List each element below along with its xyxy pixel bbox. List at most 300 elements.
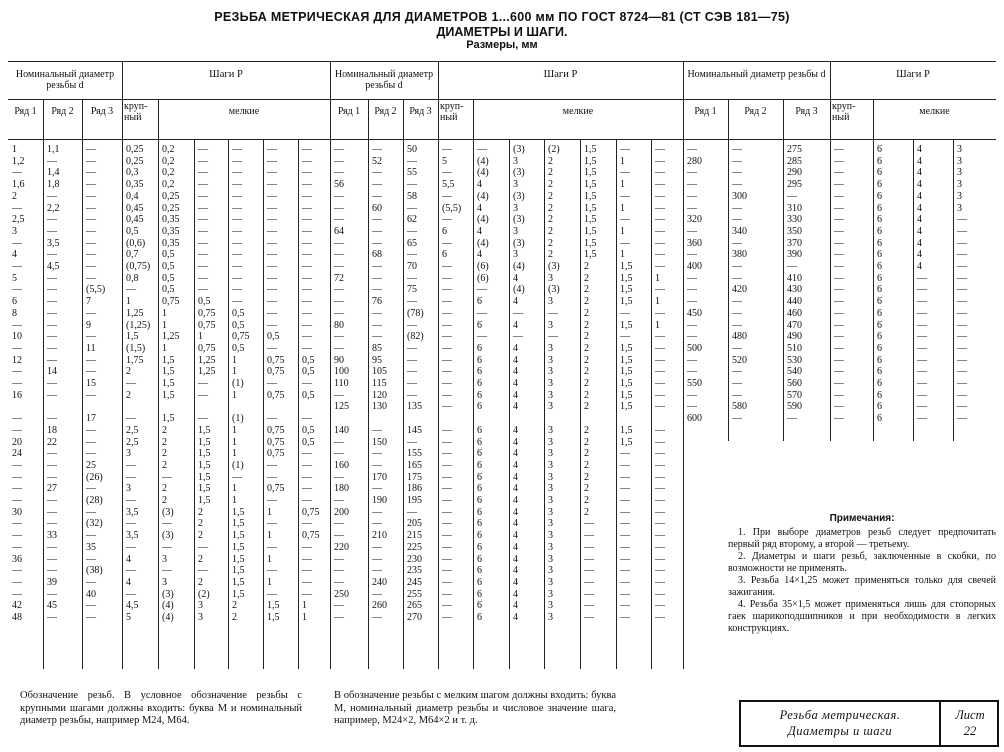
block2-cell: 4 — [513, 459, 518, 471]
block2-cell: 2 — [548, 225, 553, 237]
block2-cell: 2 — [584, 506, 589, 518]
block1-cell: — — [302, 307, 312, 319]
block1-cell: — — [302, 237, 312, 249]
block2-cell: — — [655, 483, 665, 495]
block3-cell: — — [834, 319, 844, 331]
block2-cell: 4 — [513, 483, 518, 495]
block2-cell: 6 — [477, 424, 482, 436]
block2-col-divider — [403, 99, 404, 669]
block3-cell: — — [957, 413, 967, 425]
block1-cell: (0,6) — [126, 237, 146, 249]
block2-cell: 1 — [655, 272, 660, 284]
block1-cell: — — [47, 389, 57, 401]
block2-cell: 2 — [548, 190, 553, 202]
block1-cell: 4 — [12, 249, 17, 261]
block3-cell: 3 — [957, 155, 962, 167]
block1-cell: — — [302, 483, 312, 495]
block2-cell: — — [442, 354, 452, 366]
block3-cell: 320 — [687, 214, 702, 226]
block3-cell: — — [732, 261, 742, 272]
block1-cell: 48 — [12, 612, 22, 623]
block2-cell: — — [372, 237, 382, 249]
block2-cell: 62 — [407, 214, 417, 226]
block2-cell: — — [334, 342, 344, 354]
block1-cell: — — [302, 202, 312, 214]
block3-cell: 3 — [957, 144, 962, 155]
block1-cell: — — [47, 459, 57, 471]
block1-cell: 0,5 — [162, 272, 175, 284]
block1-cell: — — [47, 541, 57, 553]
block1-cell: — — [302, 518, 312, 530]
block3-cell: — — [732, 272, 742, 284]
block1-cell: — — [267, 471, 277, 483]
block1-cell: — — [47, 588, 57, 600]
block1-cell: — — [12, 565, 22, 577]
block1-cell: — — [86, 553, 96, 565]
block1-cell: — — [302, 331, 312, 343]
block2-cell: 1 — [655, 319, 660, 331]
block1-cell: 1,5 — [198, 471, 211, 483]
block2-header-row2: Ряд 2 — [374, 106, 397, 117]
block2-cell: — — [372, 565, 382, 577]
block2-cell: — — [442, 272, 452, 284]
block1-cell: — — [47, 378, 57, 389]
block2-cell: — — [655, 553, 665, 565]
block2-cell: 4 — [513, 366, 518, 378]
block1-cell: 24 — [12, 448, 22, 460]
block1-cell: — — [267, 284, 277, 296]
block2-cell: — — [334, 155, 344, 167]
block2-cell: 4 — [513, 436, 518, 448]
block1-cell: — — [47, 506, 57, 518]
block2-cell: — — [372, 284, 382, 296]
block2-fine-col-divider — [580, 139, 581, 669]
block1-cell: 8 — [12, 307, 17, 319]
block2-cell: 68 — [372, 249, 382, 261]
block3-cell: — — [957, 284, 967, 296]
block1-header-row3: Ряд 3 — [90, 106, 114, 117]
block3-cell: — — [917, 413, 927, 425]
block1-cell: (1,25) — [126, 319, 151, 331]
block2-cell: — — [655, 471, 665, 483]
block1-cell: 39 — [47, 576, 57, 588]
block2-cell: — — [620, 471, 630, 483]
block2-cell: — — [442, 565, 452, 577]
block3-cell: 290 — [787, 167, 802, 179]
block2-cell: 1,5 — [620, 366, 633, 378]
block1-cell: 1 — [267, 506, 272, 518]
block3-cell: — — [957, 401, 967, 413]
block2-cell: 3 — [513, 155, 518, 167]
block1-cell: (1,5) — [126, 342, 146, 354]
block1-cell: — — [302, 272, 312, 284]
block2-cell: — — [334, 237, 344, 249]
block3-cell: 560 — [787, 378, 802, 389]
block2-cell: — — [620, 190, 630, 202]
block3-cell: 6 — [877, 307, 882, 319]
block1-cell: 1,8 — [47, 179, 60, 191]
block3-cell: 480 — [732, 331, 747, 343]
notes-title: Примечания: — [829, 513, 895, 524]
block1-cell: 1,25 — [126, 307, 144, 319]
block2-cell: — — [442, 506, 452, 518]
block2-cell: 2 — [584, 436, 589, 448]
block1-cell: — — [198, 144, 208, 155]
block2-cell: 1,5 — [620, 436, 633, 448]
block2-cell: 6 — [477, 378, 482, 389]
block1-cell: — — [86, 249, 96, 261]
block3-cell: 6 — [877, 389, 882, 401]
block2-cell: — — [334, 214, 344, 226]
block2-cell: — — [655, 565, 665, 577]
block1-header-fine: мелкие — [228, 106, 260, 117]
block2-cell: — — [513, 331, 523, 343]
block2-cell: 58 — [407, 190, 417, 202]
block1-cell: — — [267, 272, 277, 284]
block2-cell: 6 — [442, 225, 447, 237]
block1-cell: — — [302, 225, 312, 237]
note-2: 2. Диаметры и шаги резьб, заключенные в скобки, по возможности не применять. — [728, 551, 996, 574]
block2-cell: — — [334, 249, 344, 261]
block2-fine-col-divider — [509, 139, 510, 669]
block2-cell: (2) — [548, 144, 560, 155]
block2-cell: 2 — [584, 424, 589, 436]
block1-cell: 1 — [232, 366, 237, 378]
block1-cell: 0,25 — [126, 144, 144, 155]
block1-cell: — — [198, 167, 208, 179]
block3-header-pitch: Шаги P — [896, 69, 930, 80]
block2-cell: (6) — [477, 261, 489, 272]
block1-cell: 0,75 — [267, 354, 285, 366]
block1-cell: — — [267, 518, 277, 530]
block1-cell: — — [232, 214, 242, 226]
block1-cell: 0,2 — [162, 144, 175, 155]
block1-cell: — — [232, 155, 242, 167]
block1-cell: — — [47, 272, 57, 284]
block3-cell: 6 — [877, 319, 882, 331]
block1-cell: — — [86, 237, 96, 249]
block1-cell: — — [162, 471, 172, 483]
block2-cell: — — [334, 284, 344, 296]
block2-cell: 2 — [584, 483, 589, 495]
block2-cell: 4 — [513, 588, 518, 600]
block2-cell: — — [442, 214, 452, 226]
block1-cell: — — [47, 249, 57, 261]
block2-cell: — — [620, 565, 630, 577]
block2-cell: — — [442, 541, 452, 553]
block3-cell: — — [834, 225, 844, 237]
block2-cell: — — [442, 284, 452, 296]
block2-cell: — — [372, 319, 382, 331]
block2-cell: — — [442, 576, 452, 588]
block2-cell: (4) — [513, 284, 525, 296]
block3-cell: — — [834, 214, 844, 226]
block3-cell: 285 — [787, 155, 802, 167]
block2-cell: — — [442, 612, 452, 623]
block1-cell: 1,5 — [267, 612, 280, 623]
block2-cell: — — [584, 612, 594, 623]
block3-cell: — — [732, 144, 742, 155]
block2-cell: — — [620, 448, 630, 460]
block1-cell: 1 — [232, 354, 237, 366]
block2-cell: 4 — [513, 600, 518, 612]
block2-cell: — — [372, 261, 382, 272]
block3-cell: 390 — [787, 249, 802, 261]
block1-cell: 1,5 — [162, 413, 175, 425]
title-line-2: ДИАМЕТРЫ И ШАГИ. — [436, 25, 568, 39]
block1-cell: — — [198, 237, 208, 249]
block3-cell: — — [957, 366, 967, 378]
block1-cell: — — [302, 319, 312, 331]
block1-cell: 5 — [126, 612, 131, 623]
block1-cell: 0,5 — [198, 296, 211, 308]
block2-cell: — — [655, 518, 665, 530]
block1-cell: 5 — [12, 272, 17, 284]
block2-cell: — — [442, 319, 452, 331]
block1-cell: 3 — [12, 225, 17, 237]
block2-cell: — — [334, 530, 344, 542]
block1-cell: 1 — [267, 576, 272, 588]
block2-header-row3: Ряд 3 — [409, 106, 432, 117]
block2-cell: 135 — [407, 401, 422, 413]
block2-cell: 3 — [513, 225, 518, 237]
block3-cell: — — [732, 307, 742, 319]
block2-cell: (78) — [407, 307, 424, 319]
block1-cell: — — [232, 144, 242, 155]
block2-cell: — — [655, 284, 665, 296]
sheet-number: 22 — [963, 724, 977, 738]
block2-cell: 76 — [372, 296, 382, 308]
block3-cell: — — [957, 342, 967, 354]
block1-cell: (1) — [232, 413, 244, 425]
block1-cell: — — [47, 471, 57, 483]
block2-cell: 4 — [513, 471, 518, 483]
block3-cell: — — [917, 378, 927, 389]
block2-cell: — — [372, 459, 382, 471]
block1-cell: 4,5 — [47, 261, 60, 272]
block3-cell: 570 — [787, 389, 802, 401]
block2-cell: — — [655, 600, 665, 612]
block2-cell: 1,5 — [620, 319, 633, 331]
block2-cell: 2 — [548, 214, 553, 226]
block1-cell: — — [302, 155, 312, 167]
block2-cell: — — [334, 495, 344, 506]
block2-cell: — — [442, 483, 452, 495]
block2-cell: 80 — [334, 319, 344, 331]
block2-cell: — — [334, 307, 344, 319]
block1-cell: 1,5 — [162, 378, 175, 389]
block2-fine-col-divider — [544, 139, 545, 669]
block2-cell: 145 — [407, 424, 422, 436]
block2-cell: 2 — [584, 448, 589, 460]
block2-cell: 3 — [548, 483, 553, 495]
block3-cell: 280 — [687, 155, 702, 167]
block3-cell: — — [687, 202, 697, 214]
block2-cell: 2 — [584, 284, 589, 296]
block3-cell: 410 — [787, 272, 802, 284]
block2-cell: 4 — [513, 296, 518, 308]
block2-cell: 6 — [477, 448, 482, 460]
block3-cell: — — [687, 249, 697, 261]
block2-cell: — — [442, 448, 452, 460]
block2-cell: 1,5 — [584, 144, 597, 155]
block1-cell: — — [302, 342, 312, 354]
block1-header-coarse: круп-ный — [124, 101, 148, 123]
block3-cell: 6 — [877, 366, 882, 378]
block1-cell: — — [267, 237, 277, 249]
block1-cell: — — [86, 389, 96, 401]
block3-cell: — — [732, 296, 742, 308]
block3-cell: — — [787, 413, 797, 425]
block1-cell: — — [267, 190, 277, 202]
block2-cell: — — [655, 354, 665, 366]
block2-cell: — — [477, 144, 487, 155]
block2-col-divider — [368, 99, 369, 669]
block2-cell: — — [655, 261, 665, 272]
block1-cell: — — [302, 413, 312, 425]
block1-cell: — — [86, 179, 96, 191]
block2-cell: — — [407, 342, 417, 354]
block1-cell: 0,35 — [162, 225, 180, 237]
block3-cell: 590 — [787, 401, 802, 413]
note-4: 4. Резьба 35×1,5 может применяться лишь для стопорных гаек шарикоподшипников и при необходимости в легких конструкциях. — [728, 599, 996, 634]
block1-cell: (0,75) — [126, 261, 151, 272]
block2-cell: — — [334, 331, 344, 343]
block3-cell: — — [732, 389, 742, 401]
block1-cell: — — [267, 319, 277, 331]
block2-cell: 85 — [372, 342, 382, 354]
block1-cell: — — [198, 261, 208, 272]
block2-cell: 1,5 — [584, 179, 597, 191]
block1-cell: — — [198, 413, 208, 425]
block1-coarse-fine-divider — [158, 99, 159, 669]
block2-cell: 6 — [477, 471, 482, 483]
block2-cell: 3 — [513, 179, 518, 191]
block2-cell: 1 — [655, 296, 660, 308]
block1-fine-col-divider — [298, 139, 299, 669]
block2-cell: — — [442, 307, 452, 319]
block1-cell: (1) — [232, 378, 244, 389]
block2-cell: — — [334, 190, 344, 202]
block2-cell: — — [655, 144, 665, 155]
block2-cell: — — [655, 167, 665, 179]
block1-cell: 0,5 — [232, 319, 245, 331]
block2-cell: — — [372, 448, 382, 460]
block1-cell: — — [47, 612, 57, 623]
block1-cell: — — [86, 190, 96, 202]
block2-cell: 3 — [513, 202, 518, 214]
block3-cell: 420 — [732, 284, 747, 296]
block1-cell: — — [302, 284, 312, 296]
block1-cell: — — [86, 600, 96, 612]
block2-cell: 4 — [513, 553, 518, 565]
block2-cell: 1,5 — [620, 296, 633, 308]
block2-cell: 3 — [548, 541, 553, 553]
block2-cell: — — [620, 307, 630, 319]
block2-cell: — — [407, 319, 417, 331]
block1-cell: 0,3 — [126, 167, 139, 179]
block1-cell: — — [232, 190, 242, 202]
block1-cell: — — [12, 518, 22, 530]
block3-cell: — — [687, 284, 697, 296]
block2-cell: — — [372, 612, 382, 623]
block2-cell: (5,5) — [442, 202, 462, 214]
block3-cell: — — [957, 225, 967, 237]
block1-cell: — — [267, 261, 277, 272]
block2-cell: — — [442, 366, 452, 378]
block2-cell: — — [655, 588, 665, 600]
block1-cell: — — [302, 190, 312, 202]
block2-cell: — — [334, 436, 344, 448]
page-title — [0, 10, 1004, 52]
block2-cell: — — [372, 272, 382, 284]
block2-cell: 4 — [477, 225, 482, 237]
block2-cell: 6 — [477, 612, 482, 623]
block3-cell: 6 — [877, 155, 882, 167]
block2-cell: — — [372, 553, 382, 565]
block1-cell: 3 — [198, 612, 203, 623]
block2-cell: 130 — [372, 401, 387, 413]
block1-cell: 2 — [126, 389, 131, 401]
block2-cell: — — [372, 214, 382, 226]
block1-header-row2: Ряд 2 — [51, 106, 74, 117]
block2-cell: — — [620, 214, 630, 226]
block2-cell: 6 — [477, 600, 482, 612]
block3-header-coarse: круп-ный — [832, 101, 856, 123]
block2-cell: — — [655, 495, 665, 506]
block1-cell: — — [232, 272, 242, 284]
block2-cell: — — [655, 448, 665, 460]
block2-cell: — — [620, 530, 630, 542]
block2-cell: 2 — [584, 261, 589, 272]
block2-cell: — — [372, 424, 382, 436]
block1-cell: — — [12, 261, 22, 272]
block1-cell: 0,45 — [126, 214, 144, 226]
block1-cell: 3 — [162, 553, 167, 565]
block3-cell: 6 — [877, 249, 882, 261]
block2-cell: — — [334, 296, 344, 308]
block3-cell: 6 — [877, 225, 882, 237]
block2-cell: 1,5 — [584, 249, 597, 261]
block2-cell: 120 — [372, 389, 387, 401]
block2-cell: — — [620, 506, 630, 518]
block1-cell: 2 — [162, 483, 167, 495]
block1-cell: 1,5 — [232, 553, 245, 565]
block1-cell: — — [198, 225, 208, 237]
block1-cell: — — [302, 471, 312, 483]
block1-cell: 1 — [198, 331, 203, 343]
block2-cell: 1 — [620, 225, 625, 237]
block1-cell: (1) — [232, 459, 244, 471]
block3-cell: — — [687, 389, 697, 401]
block2-cell: 6 — [477, 296, 482, 308]
block2-cell: — — [548, 331, 558, 343]
block2-cell: — — [620, 612, 630, 623]
block2-cell: — — [620, 553, 630, 565]
block2-cell: 6 — [477, 389, 482, 401]
block3-cell: — — [834, 272, 844, 284]
block2-cell: 1,5 — [620, 354, 633, 366]
block3-cell: — — [917, 307, 927, 319]
block3-cell: — — [917, 366, 927, 378]
block1-cell: 1,5 — [232, 518, 245, 530]
block1-cell: 0,75 — [267, 436, 285, 448]
block2-cell: 3 — [548, 565, 553, 577]
block1-cell: — — [198, 214, 208, 226]
block3-cell: 6 — [877, 190, 882, 202]
block1-cell: — — [12, 424, 22, 436]
block1-cell: — — [267, 541, 277, 553]
